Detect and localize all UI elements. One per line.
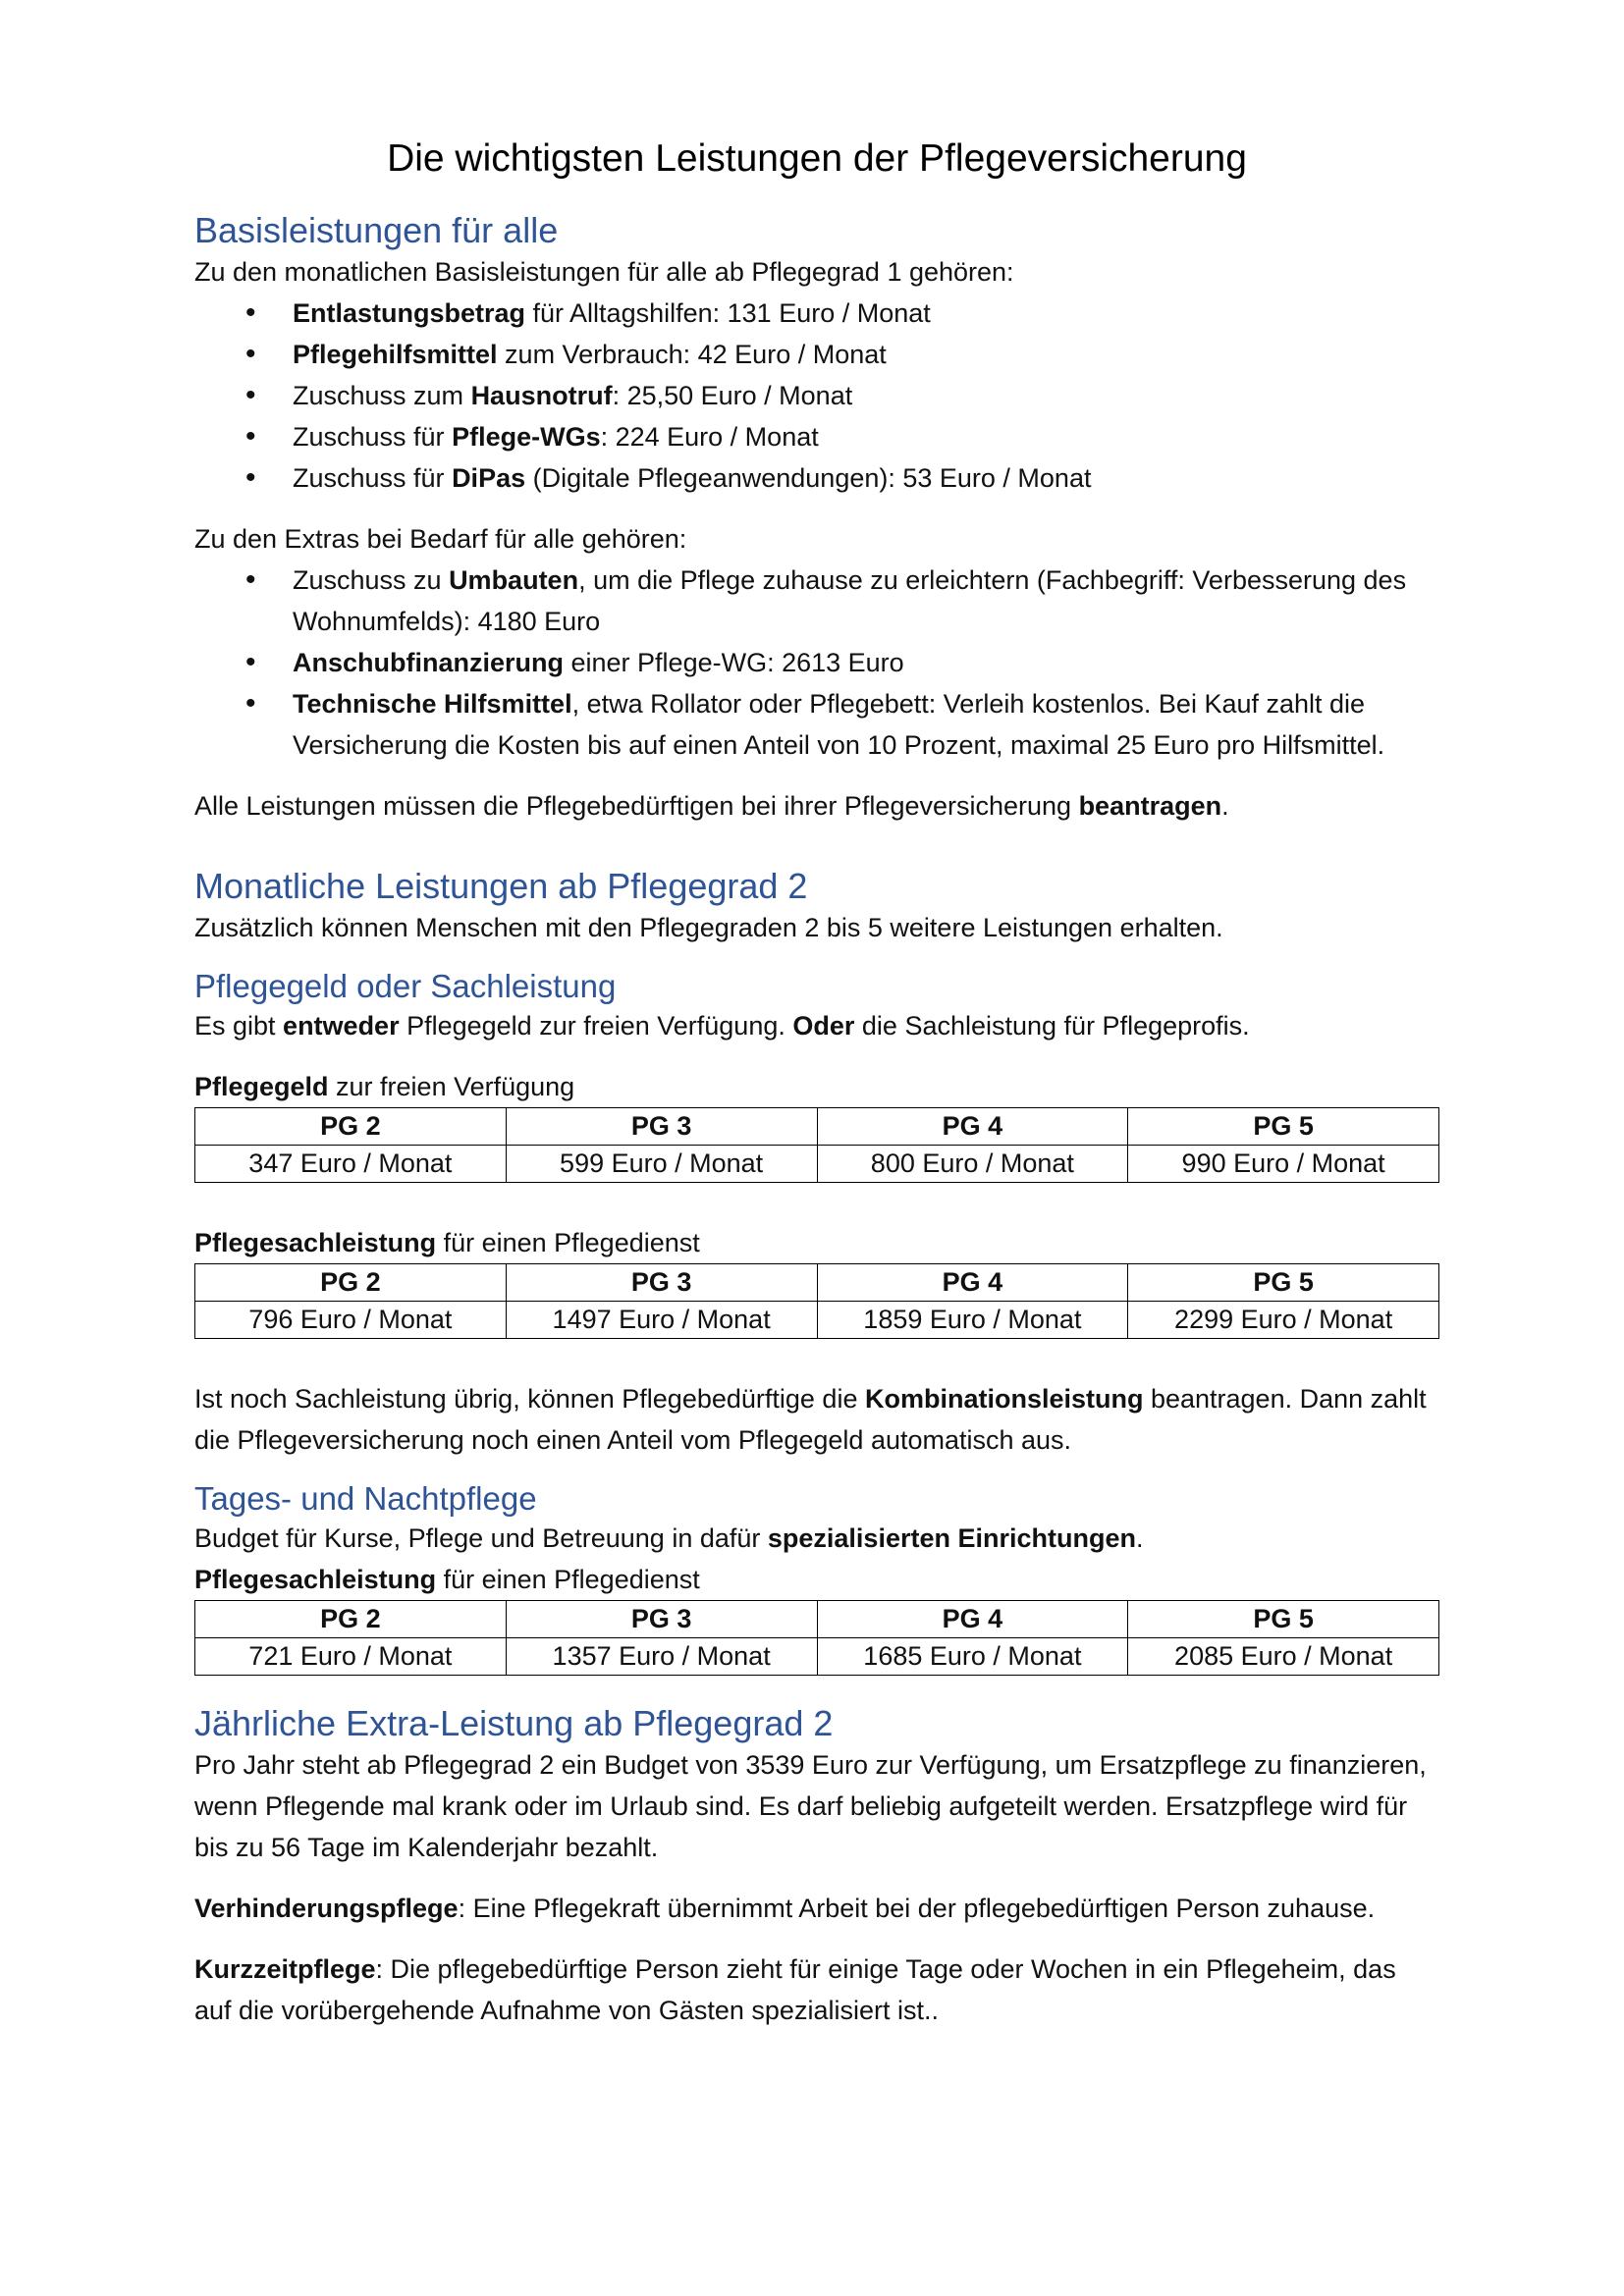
sub2-text: Budget für Kurse, Pflege und Betreuung in dafür spezialisierten Einrichtungen.: [194, 1523, 1144, 1553]
sachleistung-table: [194, 1263, 1439, 1339]
list-item: • Technische Hilfsmittel, etwa Rollator oder Pflegebett: Verleih kostenlos. Bei Kauf zahlt die Versicherung die Kosten bis auf einen Anteil von 10 Prozent, maximal 25 Euro pro Hilfsmittel.: [293, 683, 1439, 766]
extras-list: [194, 560, 1439, 766]
kombination-text: Ist noch Sachleistung übrig, können Pflegebedürftige die Kombinationsleistung beantragen. Dann zahlt die Pflegeversicherung noch einen Anteil vom Pflegegeld automatisch aus.: [194, 1384, 1427, 1455]
table-header: PG 2: [195, 1601, 507, 1638]
basis-note: Alle Leistungen müssen die Pflegebedürftigen bei ihrer Pflegeversicherung beantragen.: [194, 791, 1229, 821]
kurzzeitpflege-text: Kurzzeitpflege: Die pflegebedürftige Person zieht für einige Tage oder Wochen in ein Pflegeheim, das auf die vorübergehende Aufnahme von Gästen spezialisiert ist..: [194, 1954, 1396, 2025]
heading-monatliche-leistungen: Monatliche Leistungen ab Pflegegrad 2: [194, 866, 808, 906]
table-header: PG 3: [506, 1264, 817, 1302]
basis-intro: Zu den monatlichen Basisleistungen für alle ab Pflegegrad 1 gehören:: [194, 257, 1014, 287]
table-cell: 1685 Euro / Monat: [817, 1638, 1128, 1676]
document-title: Die wichtigsten Leistungen der Pflegeversicherung: [387, 137, 1247, 180]
table-header: PG 2: [195, 1108, 507, 1146]
tagespflege-table: [194, 1600, 1439, 1676]
list-item: • Zuschuss zum Hausnotruf: 25,50 Euro / Monat: [293, 375, 1439, 416]
list-item: • Zuschuss zu Umbauten, um die Pflege zuhause zu erleichtern (Fachbegriff: Verbesserung des Wohnumfelds): 4180 Euro: [293, 560, 1439, 642]
table-header: PG 5: [1128, 1264, 1439, 1302]
list-item: • Zuschuss für Pflege-WGs: 224 Euro / Monat: [293, 416, 1439, 457]
pflegegeld-table: [194, 1107, 1439, 1183]
table-header: PG 4: [817, 1264, 1128, 1302]
list-item: • Anschubfinanzierung einer Pflege-WG: 2613 Euro: [293, 642, 1439, 683]
table-header: PG 3: [506, 1108, 817, 1146]
table-header: PG 4: [817, 1108, 1128, 1146]
table-cell: 796 Euro / Monat: [195, 1302, 507, 1339]
table-cell: 2085 Euro / Monat: [1128, 1638, 1439, 1676]
sub1-text: Es gibt entweder Pflegegeld zur freien Verfügung. Oder die Sachleistung für Pflegeprofis.: [194, 1011, 1250, 1041]
table-cell: 599 Euro / Monat: [506, 1146, 817, 1183]
table-cell: 1497 Euro / Monat: [506, 1302, 817, 1339]
table-cell: 1357 Euro / Monat: [506, 1638, 817, 1676]
table-header: PG 5: [1128, 1601, 1439, 1638]
table-cell: 347 Euro / Monat: [195, 1146, 507, 1183]
table-cell: 2299 Euro / Monat: [1128, 1302, 1439, 1339]
table-header: PG 2: [195, 1264, 507, 1302]
table-header: PG 4: [817, 1601, 1128, 1638]
list-item: • Zuschuss für DiPas (Digitale Pflegeanwendungen): 53 Euro / Monat: [293, 457, 1439, 499]
table3-caption: Pflegesachleistung für einen Pflegedienst: [194, 1565, 700, 1594]
heading-basisleistungen: Basisleistungen für alle: [194, 210, 559, 250]
document-page: [194, 137, 1439, 2031]
heading-tages-und-nachtpflege: Tages- und Nachtpflege: [194, 1480, 537, 1517]
table-cell: 1859 Euro / Monat: [817, 1302, 1128, 1339]
heading-jaehrliche-extra-leistung: Jährliche Extra-Leistung ab Pflegegrad 2: [194, 1703, 834, 1743]
table-cell: 990 Euro / Monat: [1128, 1146, 1439, 1183]
list-item: • Entlastungsbetrag für Alltagshilfen: 131 Euro / Monat: [293, 293, 1439, 334]
table-header: PG 3: [506, 1601, 817, 1638]
basis-list: [194, 293, 1439, 499]
heading-pflegegeld-oder-sachleistung: Pflegegeld oder Sachleistung: [194, 968, 617, 1004]
monthly-intro: Zusätzlich können Menschen mit den Pflegegraden 2 bis 5 weitere Leistungen erhalten.: [194, 913, 1223, 942]
table-cell: 800 Euro / Monat: [817, 1146, 1128, 1183]
list-item: • Pflegehilfsmittel zum Verbrauch: 42 Euro / Monat: [293, 334, 1439, 375]
table-cell: 721 Euro / Monat: [195, 1638, 507, 1676]
yearly-intro: Pro Jahr steht ab Pflegegrad 2 ein Budget von 3539 Euro zur Verfügung, um Ersatzpflege zu finanzieren, wenn Pflegende mal krank oder im Urlaub sind. Es darf beliebig aufgeteilt werden. Ersatzpflege wird für bis zu 56 Tage im Kalenderjahr bezahlt.: [194, 1750, 1427, 1862]
extras-intro: Zu den Extras bei Bedarf für alle gehören:: [194, 524, 687, 554]
verhinderungspflege-text: Verhinderungspflege: Eine Pflegekraft übernimmt Arbeit bei der pflegebedürftigen Person zuhause.: [194, 1894, 1376, 1923]
table2-caption: Pflegesachleistung für einen Pflegedienst: [194, 1228, 700, 1257]
table1-caption: Pflegegeld zur freien Verfügung: [194, 1072, 575, 1101]
table-header: PG 5: [1128, 1108, 1439, 1146]
